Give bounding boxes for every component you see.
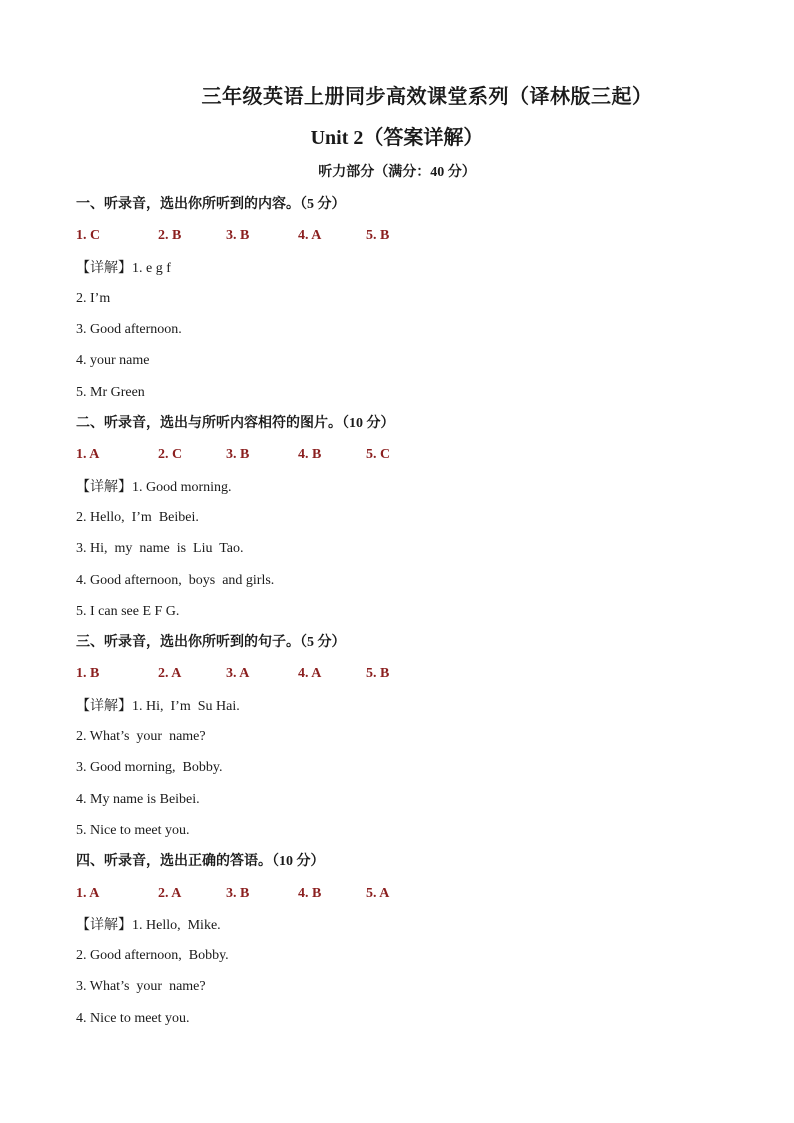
answer-item: 4. B	[298, 447, 322, 463]
detail-text: 5. Mr Green	[76, 384, 145, 400]
answer-item: 5. C	[366, 447, 391, 463]
answer-item: 2. C	[158, 447, 183, 463]
detail-text: 3. What’s your name?	[76, 979, 206, 995]
detail-line	[76, 288, 756, 319]
detail-line	[76, 507, 756, 538]
detail-line	[76, 726, 756, 757]
detail-text: 4. Nice to meet you.	[76, 1010, 190, 1026]
detail-line	[76, 1008, 756, 1039]
answer-item: 1. A	[76, 885, 100, 901]
detail-line	[76, 538, 756, 569]
detail-line	[76, 601, 756, 632]
detail-text: 3. Hi, my name is Liu Tao.	[76, 541, 244, 557]
section-heading: 三、听录音，选出你所听到的句子。（5 分）	[76, 635, 346, 651]
detail-text: 1. Hello, Mike.	[132, 917, 221, 933]
detail-line	[76, 476, 756, 507]
answer-item: 3. A	[226, 666, 250, 682]
detail-text: 1. Good morning.	[132, 479, 232, 495]
detail-text: 5. Nice to meet you.	[76, 822, 190, 838]
section-heading: 一、听录音，选出你所听到的内容。（5 分）	[76, 197, 346, 212]
answer-item: 3. B	[226, 885, 250, 901]
answer-row	[76, 444, 756, 475]
detail-text: 1. e g f	[132, 260, 171, 276]
answer-item: 5. B	[366, 666, 390, 682]
answer-item: 5. A	[366, 885, 390, 901]
detail-line	[76, 914, 756, 945]
answer-item: 1. C	[76, 228, 101, 244]
detail-text: 2. Hello, I’m Beibei.	[76, 509, 199, 525]
document-subtitle: Unit 2（答案详解）	[310, 127, 484, 149]
answer-row	[76, 663, 756, 694]
detail-line	[76, 695, 756, 726]
answer-item: 4. A	[298, 666, 322, 682]
answer-row	[76, 225, 756, 256]
answer-content	[76, 194, 756, 1039]
document-title: 三年级英语上册同步高效课堂系列（译林版三起）	[201, 86, 653, 108]
detail-text: 3. Good afternoon.	[76, 322, 182, 338]
answer-item: 5. B	[366, 228, 390, 244]
answer-item: 2. A	[158, 885, 182, 901]
detail-text: 2. Good afternoon, Bobby.	[76, 948, 229, 964]
detail-line	[76, 319, 756, 350]
answer-item: 3. B	[226, 228, 250, 244]
detail-tag: 【详解】	[76, 916, 132, 933]
detail-tag: 【详解】	[76, 478, 132, 495]
detail-line	[76, 350, 756, 381]
answer-row	[76, 883, 756, 914]
answer-item: 2. A	[158, 666, 182, 682]
answer-item: 3. B	[226, 447, 250, 463]
section-heading: 二、听录音，选出与所听内容相符的图片。（10 分）	[76, 416, 395, 432]
answer-item: 4. B	[298, 885, 322, 901]
answer-item: 1. B	[76, 666, 100, 682]
detail-text: 2. What’s your name?	[76, 729, 206, 745]
detail-tag: 【详解】	[76, 697, 132, 714]
detail-line	[76, 945, 756, 976]
detail-line	[76, 382, 756, 413]
answer-item: 2. B	[158, 228, 182, 244]
detail-text: 3. Good morning, Bobby.	[76, 760, 223, 776]
detail-line	[76, 570, 756, 601]
detail-line	[76, 757, 756, 788]
answer-item: 4. A	[298, 228, 322, 244]
detail-text: 4. your name	[76, 353, 150, 369]
detail-line	[76, 820, 756, 851]
detail-text: 5. I can see E F G.	[76, 603, 180, 619]
answer-item: 1. A	[76, 447, 100, 463]
detail-tag: 【详解】	[76, 259, 132, 276]
detail-text: 2. I’m	[76, 290, 111, 306]
detail-line	[76, 976, 756, 1007]
score-note: 听力部分（满分：40 分）	[318, 165, 476, 180]
detail-text: 4. Good afternoon, boys and girls.	[76, 572, 275, 588]
detail-text: 1. Hi, I’m Su Hai.	[132, 698, 240, 714]
section-heading: 四、听录音，选出正确的答语。（10 分）	[76, 854, 325, 870]
detail-text: 4. My name is Beibei.	[76, 791, 200, 807]
detail-line	[76, 789, 756, 820]
detail-line	[76, 257, 756, 288]
